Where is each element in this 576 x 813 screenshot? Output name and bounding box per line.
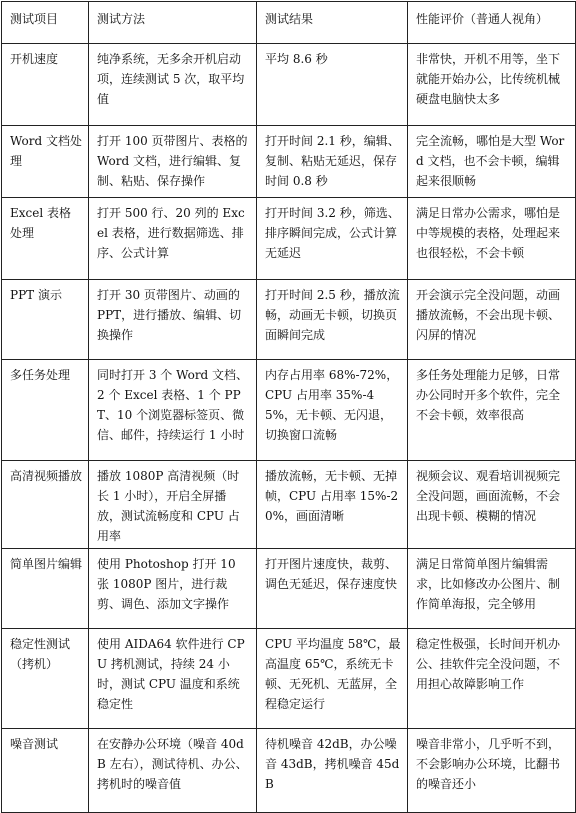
header-test-result: 测试结果 (257, 2, 408, 44)
cell-test-method: 使用 Photoshop 打开 10 张 1080P 图片，进行裁剪、调色、添加文字操作 (89, 549, 257, 629)
cell-test-item: PPT 演示 (2, 280, 89, 360)
table-row (2, 461, 576, 549)
cell-evaluation: 完全流畅，哪怕是大型 Word 文档，也不会卡顿，编辑起来很顺畅 (408, 126, 576, 198)
table-row (2, 44, 576, 126)
table-row (2, 360, 576, 461)
table-row (2, 729, 576, 813)
cell-test-result: CPU 平均温度 58℃，最高温度 65℃，系统无卡顿、无死机、无蓝屏，全程稳定运行 (257, 629, 408, 729)
cell-test-result: 打开图片速度快，裁剪、调色无延迟，保存速度快 (257, 549, 408, 629)
cell-test-method: 播放 1080P 高清视频（时长 1 小时），开启全屏播放，测试流畅度和 CPU 占用率 (89, 461, 257, 549)
cell-test-result: 内存占用率 68%-72%，CPU 占用率 35%-45%，无卡顿、无闪退，切换窗口流畅 (257, 360, 408, 461)
cell-test-item: 简单图片编辑 (2, 549, 89, 629)
table-row (2, 198, 576, 280)
cell-evaluation: 满足日常办公需求，哪怕是中等规模的表格，处理起来也很轻松，不会卡顿 (408, 198, 576, 280)
cell-test-method: 纯净系统，无多余开机启动项，连续测试 5 次，取平均值 (89, 44, 257, 126)
cell-test-method: 打开 500 行、20 列的 Excel 表格，进行数据筛选、排序、公式计算 (89, 198, 257, 280)
header-evaluation: 性能评价（普通人视角） (408, 2, 576, 44)
cell-test-result: 打开时间 3.2 秒，筛选、排序瞬间完成，公式计算无延迟 (257, 198, 408, 280)
header-test-item: 测试项目 (2, 2, 89, 44)
cell-evaluation: 多任务处理能力足够，日常办公同时开多个软件，完全不会卡顿，效率很高 (408, 360, 576, 461)
cell-evaluation: 非常快，开机不用等，坐下就能开始办公，比传统机械硬盘电脑快太多 (408, 44, 576, 126)
header-test-method: 测试方法 (89, 2, 257, 44)
cell-test-method: 打开 100 页带图片、表格的 Word 文档，进行编辑、复制、粘贴、保存操作 (89, 126, 257, 198)
cell-test-item: Excel 表格处理 (2, 198, 89, 280)
cell-test-result: 打开时间 2.1 秒，编辑、复制、粘贴无延迟，保存时间 0.8 秒 (257, 126, 408, 198)
cell-test-method: 使用 AIDA64 软件进行 CPU 拷机测试，持续 24 小时，测试 CPU 温度和系统稳定性 (89, 629, 257, 729)
cell-test-method: 同时打开 3 个 Word 文档、2 个 Excel 表格、1 个 PPT、10 个浏览器标签页、微信、邮件，持续运行 1 小时 (89, 360, 257, 461)
cell-evaluation: 噪音非常小，几乎听不到，不会影响办公环境，比翻书的噪音还小 (408, 729, 576, 813)
cell-test-item: 多任务处理 (2, 360, 89, 461)
table-row (2, 280, 576, 360)
table-header-row (2, 2, 576, 44)
cell-evaluation: 开会演示完全没问题，动画播放流畅，不会出现卡顿、闪屏的情况 (408, 280, 576, 360)
cell-test-result: 平均 8.6 秒 (257, 44, 408, 126)
cell-evaluation: 视频会议、观看培训视频完全没问题，画面流畅，不会出现卡顿、模糊的情况 (408, 461, 576, 549)
cell-evaluation: 稳定性极强，长时间开机办公、挂软件完全没问题，不用担心故障影响工作 (408, 629, 576, 729)
cell-test-result: 播放流畅，无卡顿、无掉帧，CPU 占用率 15%-20%，画面清晰 (257, 461, 408, 549)
table-row (2, 629, 576, 729)
cell-test-result: 打开时间 2.5 秒，播放流畅，动画无卡顿，切换页面瞬间完成 (257, 280, 408, 360)
cell-evaluation: 满足日常简单图片编辑需求，比如修改办公图片、制作简单海报，完全够用 (408, 549, 576, 629)
cell-test-item: 高清视频播放 (2, 461, 89, 549)
table-row (2, 126, 576, 198)
cell-test-result: 待机噪音 42dB，办公噪音 43dB，拷机噪音 45dB (257, 729, 408, 813)
performance-test-table (1, 1, 576, 813)
cell-test-item: 稳定性测试（拷机） (2, 629, 89, 729)
cell-test-method: 在安静办公环境（噪音 40dB 左右），测试待机、办公、拷机时的噪音值 (89, 729, 257, 813)
cell-test-method: 打开 30 页带图片、动画的 PPT，进行播放、编辑、切换操作 (89, 280, 257, 360)
table-row (2, 549, 576, 629)
cell-test-item: 开机速度 (2, 44, 89, 126)
cell-test-item: Word 文档处理 (2, 126, 89, 198)
cell-test-item: 噪音测试 (2, 729, 89, 813)
